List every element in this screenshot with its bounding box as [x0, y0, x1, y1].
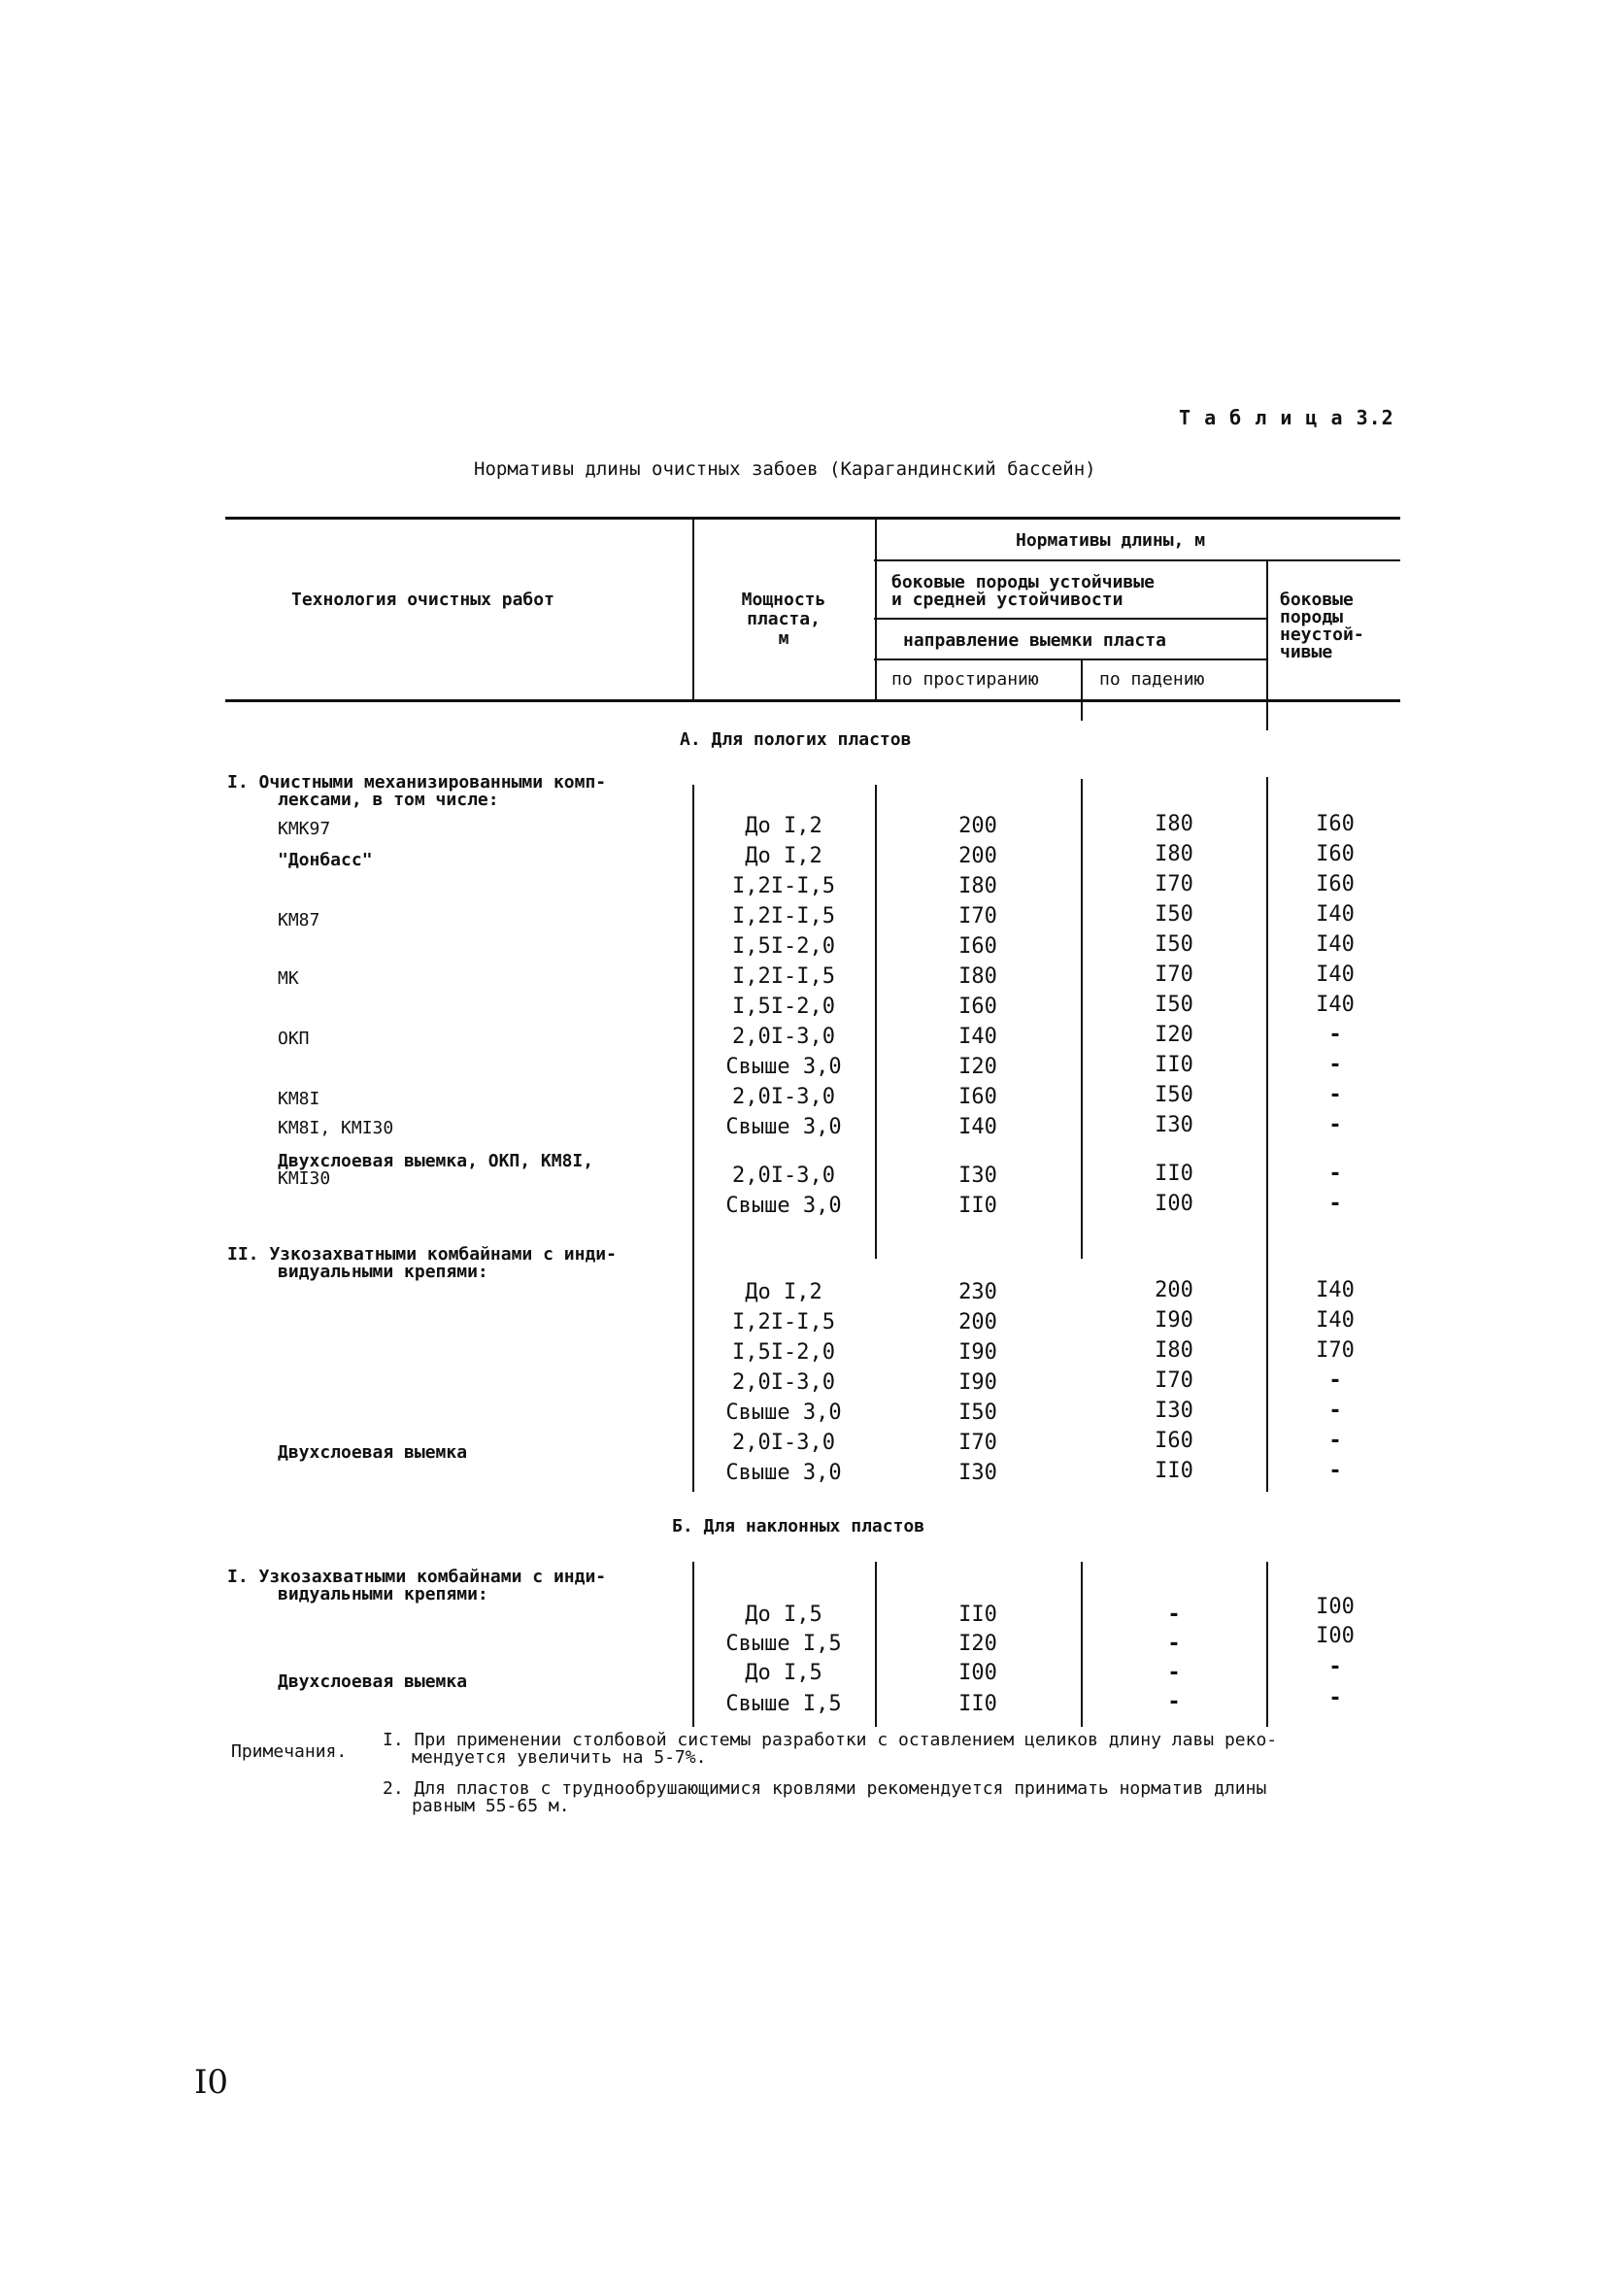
cell-strike: I80	[958, 964, 997, 989]
cell-unstable: I60	[1316, 842, 1355, 866]
cell-thickness: I,2I-I,5	[732, 874, 835, 898]
header-unstable-2: породы	[1280, 607, 1344, 627]
cell-unstable: -	[1328, 1429, 1342, 1453]
cell-unstable: I40	[1316, 902, 1355, 927]
group-b1-label-2: видуальными крепями:	[278, 1584, 488, 1604]
cell-thickness: 2,0I-3,0	[732, 1025, 835, 1049]
header-rule-normatives	[874, 559, 1400, 561]
cell-dip: -	[1167, 1690, 1181, 1714]
cell-thickness: 2,0I-3,0	[732, 1431, 835, 1455]
header-normatives: Нормативы длины, м	[1016, 530, 1206, 551]
cell-dip: II0	[1155, 1162, 1193, 1186]
cell-unstable: I00	[1316, 1624, 1355, 1648]
cell-thickness: 2,0I-3,0	[732, 1164, 835, 1188]
cell-strike: II0	[958, 1692, 997, 1716]
section-a-heading: А. Для пологих пластов	[680, 729, 912, 750]
cell-dip: -	[1167, 1632, 1181, 1656]
cell-strike: I30	[958, 1164, 997, 1188]
cell-dip: 200	[1155, 1278, 1193, 1302]
col-divider-header-2	[875, 519, 877, 701]
cell-dip: I90	[1155, 1308, 1193, 1333]
header-stable-1: боковые породы устойчивые	[891, 572, 1155, 592]
row-name: КМ87	[278, 910, 320, 930]
cell-unstable: -	[1328, 1459, 1342, 1483]
cell-dip: I50	[1155, 1083, 1193, 1107]
cell-strike: I70	[958, 1431, 997, 1455]
note-1-line-1: I. При применении столбовой системы разработки с оставлением целиков длину лавы реко-	[383, 1730, 1278, 1750]
cell-thickness: До I,2	[745, 844, 822, 868]
cell-dip: -	[1167, 1661, 1181, 1685]
cell-dip: I50	[1155, 932, 1193, 957]
cell-thickness: Свыше I,5	[725, 1692, 842, 1716]
cell-strike: I80	[958, 874, 997, 898]
col-divider-header-4	[1081, 660, 1083, 701]
cell-strike: I40	[958, 1115, 997, 1139]
header-unstable-4: чивые	[1280, 642, 1333, 662]
cell-thickness: Свыше 3,0	[725, 1115, 842, 1139]
cell-strike: I50	[958, 1401, 997, 1425]
row-name: КМI30	[278, 1168, 331, 1189]
cell-strike: I90	[958, 1370, 997, 1395]
row-name: КМ8I	[278, 1089, 320, 1109]
cell-unstable: I40	[1316, 932, 1355, 957]
cell-unstable: -	[1328, 1113, 1342, 1137]
cell-thickness: I,5I-2,0	[732, 1340, 835, 1365]
row-name: "Донбасс"	[278, 850, 373, 870]
cell-strike: I60	[958, 934, 997, 959]
header-rule-stable	[874, 618, 1266, 620]
cell-dip: I80	[1155, 842, 1193, 866]
group-a2-label-2: видуальными крепями:	[278, 1262, 488, 1282]
cell-dip: I20	[1155, 1023, 1193, 1047]
col-divider-header-3	[1266, 561, 1268, 701]
cell-unstable: -	[1328, 1686, 1342, 1710]
cell-thickness: Свыше 3,0	[725, 1055, 842, 1079]
cell-dip: I30	[1155, 1399, 1193, 1423]
row-name: КМК97	[278, 819, 331, 839]
cell-thickness: До I,5	[745, 1603, 822, 1627]
table-label: Т а б л и ц а 3.2	[1179, 406, 1394, 429]
cell-thickness: Свыше 3,0	[725, 1461, 842, 1485]
cell-dip: I80	[1155, 1338, 1193, 1363]
row-name: КМ8I, КМI30	[278, 1118, 394, 1138]
cell-unstable: -	[1328, 1053, 1342, 1077]
row-name: ОКП	[278, 1029, 310, 1049]
cell-unstable: -	[1328, 1162, 1342, 1186]
cell-dip: I30	[1155, 1113, 1193, 1137]
header-stable-2: и средней устойчивости	[891, 590, 1124, 610]
header-strike: по простиранию	[891, 669, 1039, 690]
note-2-line-2: равным 55-65 м.	[412, 1796, 570, 1816]
cell-dip: I70	[1155, 872, 1193, 896]
cell-unstable: -	[1328, 1083, 1342, 1107]
cell-dip: I60	[1155, 1429, 1193, 1453]
cell-strike: II0	[958, 1194, 997, 1218]
cell-thickness: I,2I-I,5	[732, 1310, 835, 1334]
cell-unstable: I40	[1316, 1278, 1355, 1302]
cell-dip: I50	[1155, 902, 1193, 927]
cell-unstable: I40	[1316, 962, 1355, 987]
cell-thickness: До I,2	[745, 1280, 822, 1304]
cell-unstable: I70	[1316, 1338, 1355, 1363]
cell-unstable: -	[1328, 1368, 1342, 1393]
cell-thickness: 2,0I-3,0	[732, 1370, 835, 1395]
cell-strike: 230	[958, 1280, 997, 1304]
cell-strike: I30	[958, 1461, 997, 1485]
row-name: Двухслоевая выемка	[278, 1671, 468, 1692]
cell-unstable: I40	[1316, 1308, 1355, 1333]
cell-thickness: Свыше 3,0	[725, 1401, 842, 1425]
cell-strike: I60	[958, 1085, 997, 1109]
row-name: Двухслоевая выемка	[278, 1442, 468, 1463]
notes-label: Примечания.	[231, 1741, 348, 1762]
header-unstable-3: неустой-	[1280, 625, 1364, 645]
table-top-rule	[225, 517, 1400, 520]
cell-thickness: Свыше I,5	[725, 1632, 842, 1656]
group-a1-label: I. Очистными механизированными комп-	[227, 772, 607, 793]
cell-thickness: I,5I-2,0	[732, 995, 835, 1019]
note-1-line-2: мендуется увеличить на 5-7%.	[412, 1747, 707, 1768]
table-title: Нормативы длины очистных забоев (Карагандинский бассейн)	[474, 458, 1096, 480]
cell-unstable: I60	[1316, 812, 1355, 836]
cell-dip: II0	[1155, 1459, 1193, 1483]
cell-unstable: -	[1328, 1655, 1342, 1679]
cell-strike: I00	[958, 1661, 997, 1685]
cell-thickness: До I,2	[745, 814, 822, 838]
row-name: Двухслоевая выемка, ОКП, КМ8I,	[278, 1151, 594, 1171]
cell-strike: 200	[958, 814, 997, 838]
cell-thickness: I,2I-I,5	[732, 964, 835, 989]
cell-thickness: I,5I-2,0	[732, 934, 835, 959]
cell-strike: I90	[958, 1340, 997, 1365]
cell-dip: -	[1167, 1603, 1181, 1627]
cell-dip: I70	[1155, 962, 1193, 987]
cell-dip: II0	[1155, 1053, 1193, 1077]
header-thickness-1: Мощность	[741, 590, 826, 610]
cell-dip: I00	[1155, 1192, 1193, 1216]
cell-thickness: Свыше 3,0	[725, 1194, 842, 1218]
header-bottom-rule	[225, 699, 1400, 702]
header-dip: по падению	[1099, 669, 1205, 690]
col-divider-strike-dip-top	[1081, 701, 1083, 721]
cell-dip: I80	[1155, 812, 1193, 836]
cell-strike: I20	[958, 1632, 997, 1656]
cell-strike: 200	[958, 844, 997, 868]
note-2-line-1: 2. Для пластов с труднообрушающимися кровлями рекомендуется принимать норматив длины	[383, 1778, 1267, 1799]
header-thickness-2: пласта,	[747, 609, 821, 629]
row-name: МК	[278, 968, 299, 989]
header-unstable-1: боковые	[1280, 590, 1354, 610]
cell-dip: I70	[1155, 1368, 1193, 1393]
cell-thickness: I,2I-I,5	[732, 904, 835, 929]
page-number: I0	[194, 2063, 229, 2102]
header-direction: направление выемки пласта	[903, 630, 1166, 651]
cell-strike: I60	[958, 995, 997, 1019]
group-b1-label: I. Узкозахватными комбайнами с инди-	[227, 1567, 607, 1587]
cell-unstable: -	[1328, 1023, 1342, 1047]
cell-thickness: До I,5	[745, 1661, 822, 1685]
cell-unstable: I60	[1316, 872, 1355, 896]
cell-unstable: I40	[1316, 993, 1355, 1017]
header-rule-direction	[874, 658, 1266, 660]
cell-strike: I20	[958, 1055, 997, 1079]
cell-strike: 200	[958, 1310, 997, 1334]
group-a1-label-2: лексами, в том числе:	[278, 790, 499, 810]
header-technology: Технология очистных работ	[291, 590, 554, 610]
cell-thickness: 2,0I-3,0	[732, 1085, 835, 1109]
cell-unstable: -	[1328, 1399, 1342, 1423]
group-a2-label: II. Узкозахватными комбайнами с инди-	[227, 1244, 617, 1265]
cell-strike: II0	[958, 1603, 997, 1627]
cell-strike: I70	[958, 904, 997, 929]
col-divider-dip-unstable-top	[1266, 701, 1268, 730]
cell-dip: I50	[1155, 993, 1193, 1017]
header-thickness-3: м	[778, 628, 789, 649]
cell-strike: I40	[958, 1025, 997, 1049]
cell-unstable: -	[1328, 1192, 1342, 1216]
cell-unstable: I00	[1316, 1595, 1355, 1619]
section-b-heading: Б. Для наклонных пластов	[672, 1516, 925, 1536]
